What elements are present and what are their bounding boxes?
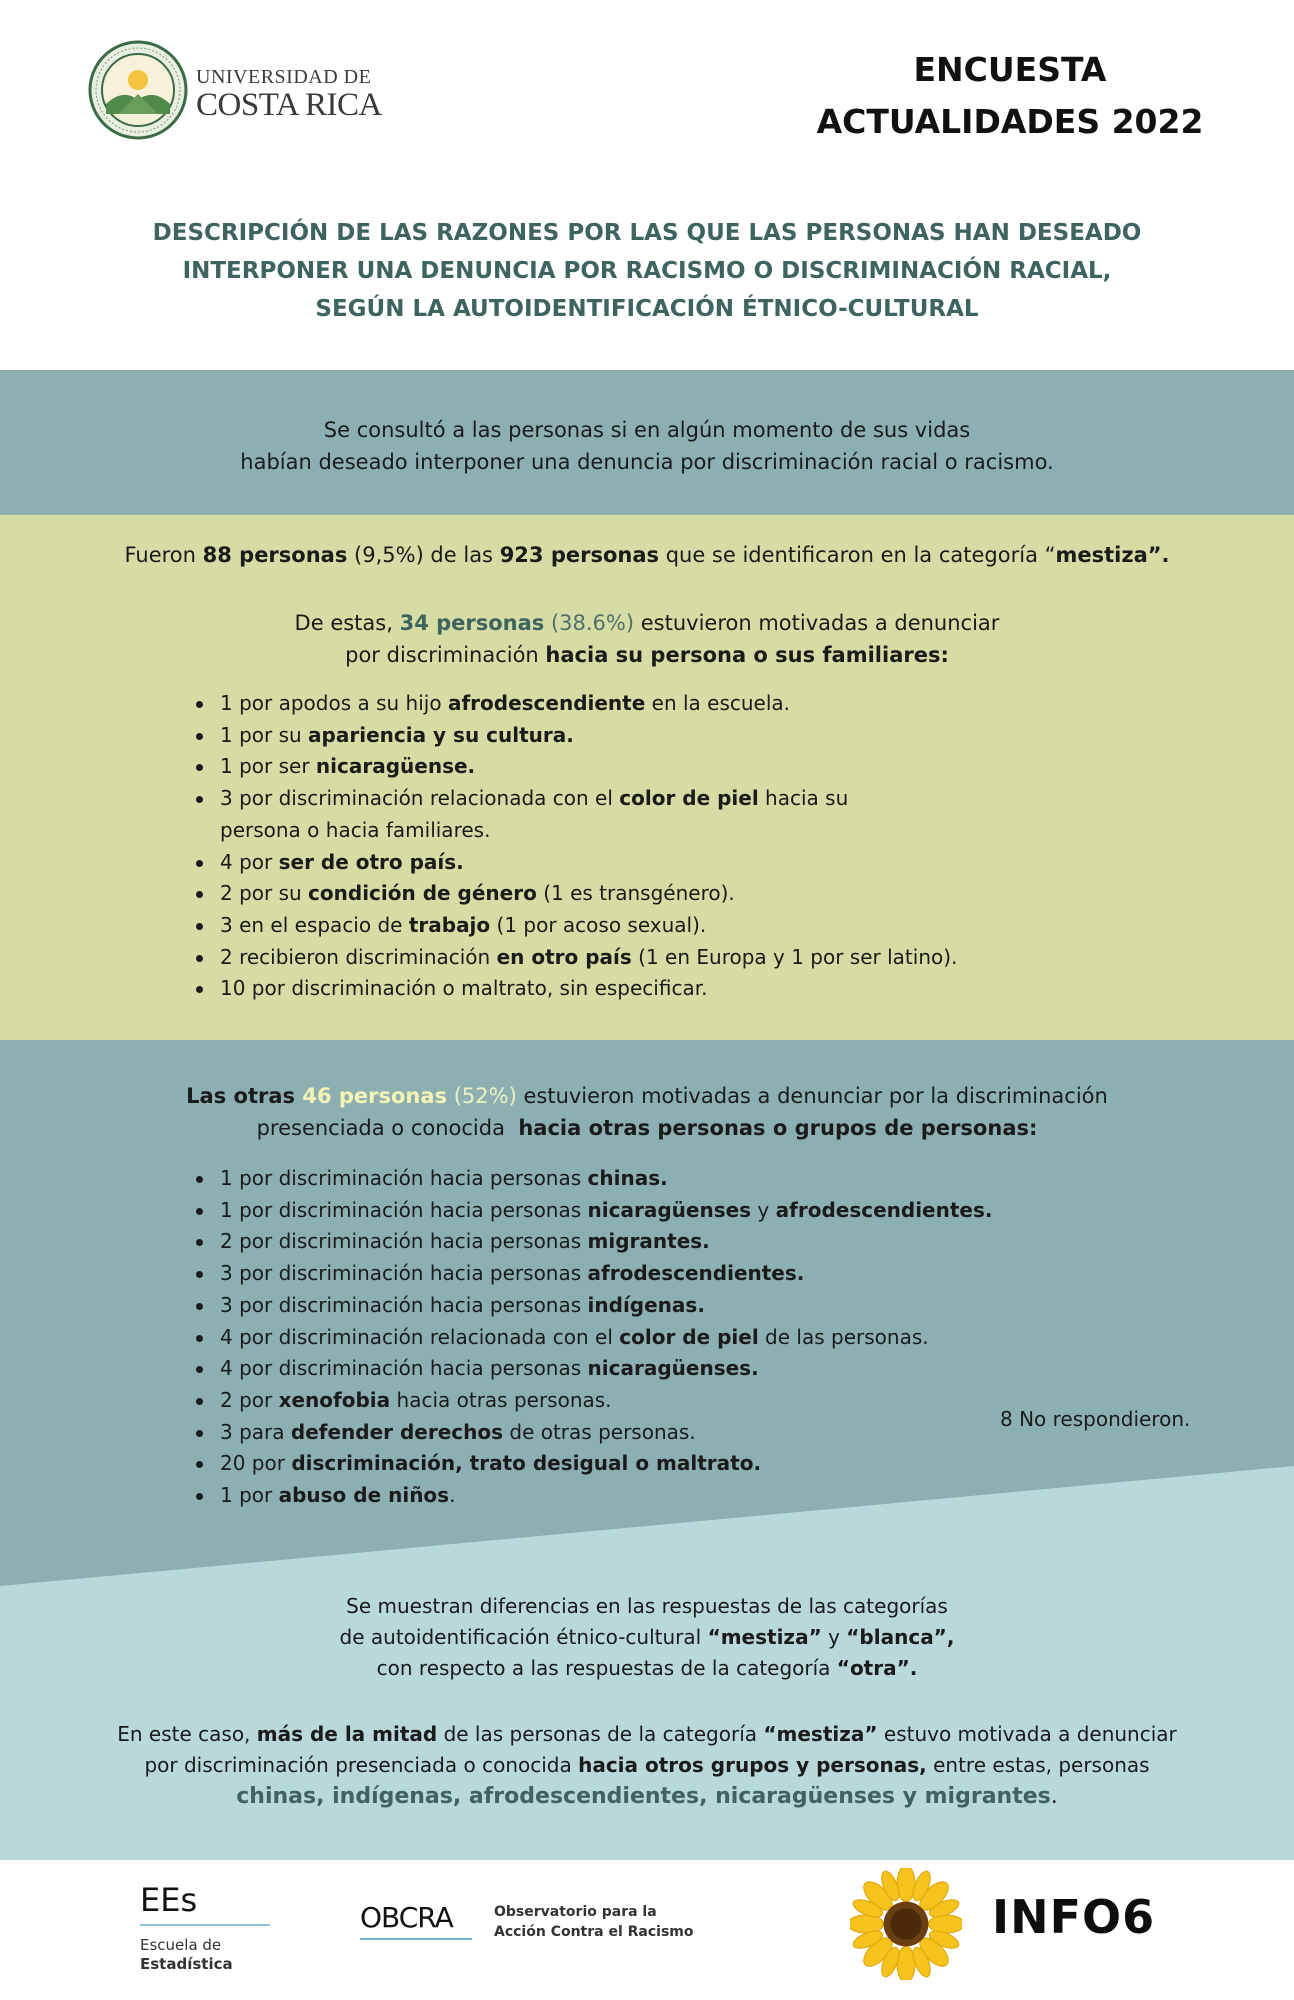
item-bold: apariencia y su cultura. [308,722,574,747]
list-item [196,847,1096,879]
text: de las personas de la categoría [437,1722,764,1746]
item-bold: migrantes. [587,1229,710,1254]
text-bold: hacia otros grupos y personas, [578,1753,927,1777]
list-item [196,1226,1056,1258]
text: de autoidentificación étnico-cultural [339,1625,708,1649]
main-title-line2: INTERPONER UNA DENUNCIA POR RACISMO O DISCRIMINACIÓN RACIAL, [182,258,1112,284]
count-34: 34 personas [399,611,545,635]
item-bold: afrodescendiente [447,691,646,715]
text: estuvieron motivadas a denunciar por la discriminación [516,1084,1108,1108]
item-text: 3 por discriminación hacia personas [220,1292,588,1317]
info-label: INFO6 [992,1890,1156,1944]
footer [0,1860,1294,2000]
item-text: 3 para [220,1419,291,1444]
intro-line1: Se consultó a las personas si en algún momento de sus vidas [323,418,971,442]
obcra-abbreviation: OBCRA [360,1901,453,1934]
item-bold: trabajo [408,912,491,937]
list-item [196,1322,1056,1354]
text: (9,5%) de las [347,543,500,567]
others-motivation-target: hacia otras personas o grupos de personas: [518,1116,1038,1140]
item-text: . [449,1483,456,1508]
survey-title [760,44,1260,148]
list-item [196,688,1096,720]
others-motivation-paragraph [60,1080,1234,1144]
text: presenciada o conocida [256,1116,519,1140]
list-item [196,1385,1056,1417]
item-text: 3 por discriminación relacionada con el [220,786,620,811]
item-bold: discriminación, trato desigual o maltrato. [291,1451,762,1476]
list-item [196,1163,1056,1195]
list-item [196,1353,1056,1385]
text-bold: más de la mitad [256,1722,438,1746]
count-46: 46 personas [302,1084,448,1108]
text: estuvieron motivadas a denunciar [634,611,1000,635]
item-text: 2 por su [220,881,309,906]
text: . [1050,1784,1058,1809]
divider [360,1938,472,1940]
item-text: 4 por discriminación hacia personas [220,1356,588,1381]
text: En este caso, [117,1722,257,1746]
item-text: 4 por discriminación relacionada con el [220,1324,620,1349]
own-reasons-list [196,688,1096,1005]
item-bold: condición de género [308,881,537,906]
intro-text [80,414,1214,478]
list-item [196,910,1096,942]
main-title [80,214,1214,328]
item-bold: nicaragüense. [315,754,476,779]
percent-46: (52%) [447,1084,517,1108]
list-item [196,973,1096,1005]
item-text: de otras personas. [503,1419,696,1444]
item-text: 1 por ser [220,754,316,779]
list-item [196,1195,1056,1227]
obcra-line2: Acción Contra el Racismo [494,1924,694,1940]
ees-logo [140,1882,270,1974]
text: estuvo motivada a denunciar [877,1722,1177,1746]
list-item [196,942,1096,974]
ees-abbreviation: EEs [140,1881,198,1919]
own-motivation-target: hacia su persona o sus familiares: [545,643,949,667]
item-text: 3 en el espacio de [220,912,409,937]
list-item [196,1448,1056,1480]
item-text: 2 por discriminación hacia personas [220,1229,588,1254]
item-text: 1 por discriminación hacia personas [220,1166,588,1190]
category-mestiza: mestiza”. [1055,543,1170,567]
university-name-line2: COSTA RICA [196,87,382,123]
item-bold: chinas. [587,1166,668,1190]
others-reasons-list [196,1163,1056,1512]
list-item [196,1258,1056,1290]
category-mestiza: “mestiza” [707,1625,822,1649]
list-item [196,1417,1056,1449]
item-text: de las personas. [758,1324,929,1349]
item-bold: nicaragüenses [587,1197,752,1222]
university-name-line1: UNIVERSIDAD DE [196,66,372,88]
percent-34: (38.6%) [544,611,635,635]
text: con respecto a las respuestas de la categoría [376,1656,837,1680]
university-seal-logo [88,40,188,140]
mestiza-section [0,515,1294,1040]
item-bold: ser de otro país. [278,849,464,874]
intro-section [0,370,1294,515]
list-item [196,1480,1056,1512]
item-bold: color de piel [619,1324,759,1349]
text: De estas, [294,611,400,635]
text: por discriminación presenciada o conocida [144,1753,579,1777]
item-bold: color de piel [619,786,759,811]
main-title-line3: SEGÚN LA AUTOIDENTIFICACIÓN ÉTNICO-CULTURAL [315,296,979,322]
item-text: (1 es transgénero). [536,881,735,906]
list-item [196,783,876,846]
list-item [196,751,1096,783]
conclusion-paragraph [60,1719,1234,1812]
item-text: (1 en Europa y 1 por ser latino). [631,944,958,969]
item-text: en la escuela. [645,691,791,715]
category-mestiza: “mestiza” [763,1722,878,1746]
groups-list: chinas, indígenas, afrodescendientes, nicaragüenses y migrantes [236,1784,1051,1809]
count-923: 923 personas [499,543,660,567]
text: Las otras [186,1084,303,1108]
item-bold: afrodescendientes. [775,1197,993,1222]
mestiza-count-paragraph [60,539,1234,571]
item-text: 4 por [220,849,279,874]
text: entre estas, personas [926,1753,1150,1777]
university-name [196,66,382,122]
category-blanca: “blanca”, [846,1625,955,1649]
text: Fueron [124,543,203,567]
list-item [196,878,1096,910]
survey-title-line1: ENCUESTA [913,50,1107,89]
list-item [196,720,1096,752]
text: que se identificaron en la categoría “ [659,543,1056,567]
item-text: 1 por su [220,722,309,747]
list-item [196,1290,1056,1322]
sunflower-icon [850,1868,962,1980]
item-bold: indígenas. [587,1292,705,1317]
others-content [0,1040,1294,1860]
main-title-line1: DESCRIPCIÓN DE LAS RAZONES POR LAS QUE LAS PERSONAS HAN DESEADO [152,220,1142,246]
count-88: 88 personas [202,543,348,567]
own-motivation-paragraph [60,607,1234,671]
item-text: (1 por acoso sexual). [490,912,707,937]
item-text: 10 por discriminación o maltrato, sin especificar. [220,976,708,1001]
obcra-description [494,1902,724,1942]
no-response-note: 8 No respondieron. [1000,1407,1191,1431]
item-text: 1 por discriminación hacia personas [220,1197,588,1222]
item-text: 3 por discriminación hacia personas [220,1261,588,1286]
differences-line1: Se muestran diferencias en las respuestas de las categorías [346,1594,948,1618]
item-bold: defender derechos [290,1419,504,1444]
item-bold: abuso de niños [278,1483,450,1508]
item-bold: en otro país [496,944,632,969]
item-text: y [751,1197,776,1222]
divider [140,1924,270,1926]
item-text: 1 por [220,1483,279,1508]
ees-name-line1: Escuela de [140,1936,222,1954]
item-bold: nicaragüenses. [587,1356,759,1381]
text: por discriminación [345,643,546,667]
header [0,0,1294,370]
item-bold: xenofobia [278,1387,391,1412]
item-text: hacia otras personas. [390,1387,612,1412]
item-text: hacia su persona o hacia familiares. [220,786,849,842]
differences-paragraph [60,1591,1234,1684]
ees-name-line2: Estadística [140,1955,233,1973]
survey-title-line2: ACTUALIDADES 2022 [816,102,1204,141]
obcra-logo [360,1902,472,1940]
text: y [821,1625,847,1649]
item-text: 2 por [220,1387,279,1412]
item-text: 1 por apodos a su hijo [220,691,448,715]
category-otra: “otra”. [836,1656,918,1680]
obcra-line1: Observatorio para la [494,1904,657,1920]
item-text: 20 por [220,1451,292,1476]
item-text: 2 recibieron discriminación [220,944,497,969]
intro-line2: habían deseado interponer una denuncia por discriminación racial o racismo. [240,450,1054,474]
item-bold: afrodescendientes. [587,1261,805,1286]
